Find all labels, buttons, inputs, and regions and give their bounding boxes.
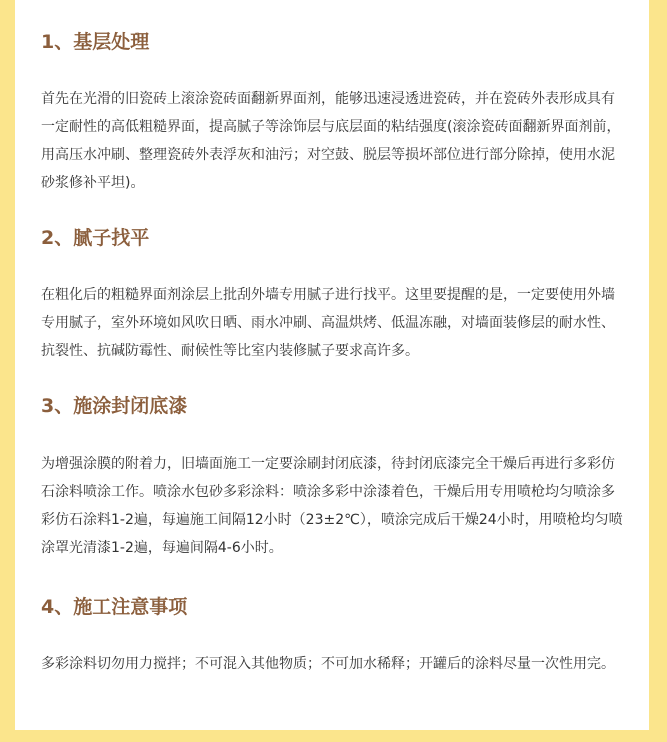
section-text-3: 为增强涂膜的附着力，旧墙面施工一定要涂刷封闭底漆，待封闭底漆完全干燥后再进行多彩仿石涂料喷涂工作。喷涂水包砂多彩涂料：喷涂多彩中涂漆着色，干燥后用专用喷枪均匀喷涂多彩仿石涂料1-2遍，每遍施工间隔12小时（23±2℃），喷涂完成后干燥24小时，用喷枪均匀喷涂罩光清漆1-2遍，每遍间隔4-6小时。 bbox=[41, 456, 623, 556]
section-text-4: 多彩涂料切勿用力搅拌；不可混入其他物质；不可加水稀释；开罐后的涂料尽量一次性用完。 bbox=[41, 656, 615, 672]
section-text-1: 首先在光滑的旧瓷砖上滚涂瓷砖面翻新界面剂，能够迅速浸透进瓷砖，并在瓷砖外表形成具有一定耐性的高低粗糙界面，提高腻子等涂饰层与底层面的粘结强度(滚涂瓷砖面翻新界面剂前，用高压水冲刷、整理瓷砖外表浮灰和油污；对空鼓、脱层等损坏部位进行部分除掉，使用水泥砂浆修补平坦)。 bbox=[41, 91, 621, 191]
article-card bbox=[15, 0, 649, 730]
section-text-2: 在粗化后的粗糙界面剂涂层上批刮外墙专用腻子进行找平。这里要提醒的是，一定要使用外墙专用腻子，室外环境如风吹日晒、雨水冲刷、高温烘烤、低温冻融，对墙面装修层的耐水性、抗裂性、抗碱防霉性、耐候性等比室内装修腻子要求高许多。 bbox=[41, 287, 615, 359]
section-title-2: 2、腻子找平 bbox=[41, 227, 150, 249]
section-title-3: 3、施涂封闭底漆 bbox=[41, 395, 188, 417]
section-title-1: 1、基层处理 bbox=[41, 31, 150, 53]
section-title-4: 4、施工注意事项 bbox=[41, 596, 188, 618]
